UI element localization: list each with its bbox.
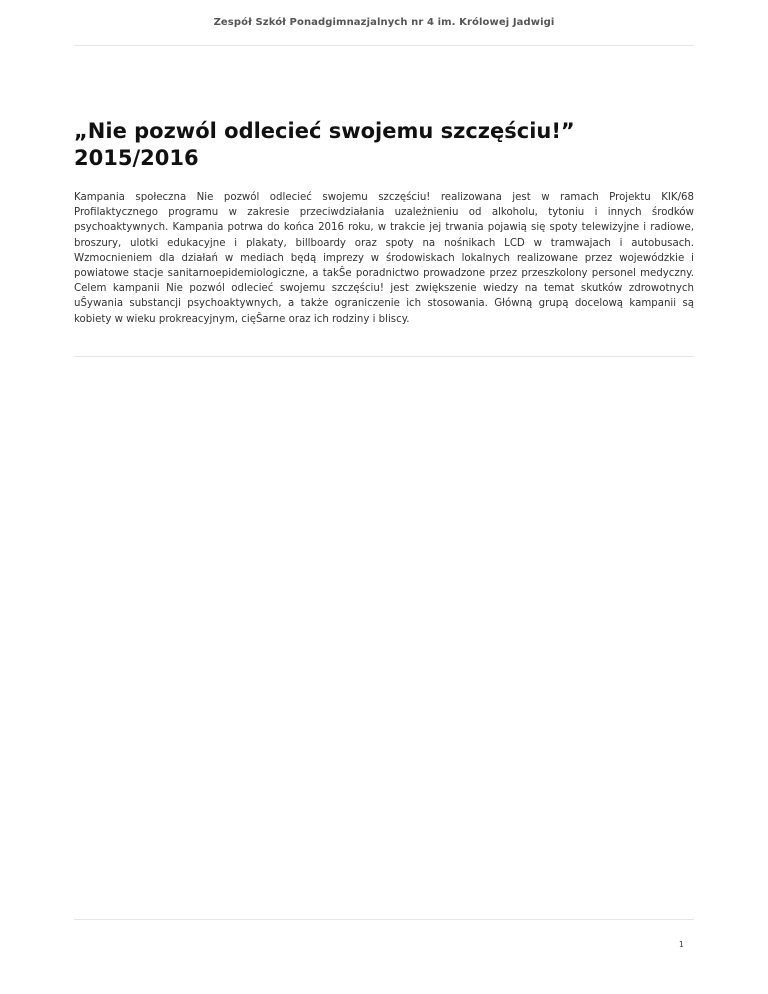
- article-body: Kampania społeczna Nie pozwól odlecieć swojemu szczęściu! realizowana jest w ramach Projektu KIK/68 Profilaktycznego programu w zakresie przeciwdziałania uzależnieniu od alkoholu, tytoniu i innych środków psychoaktywnych. Kampania potrwa do końca 2016 roku, w trakcie jej trwania pojawią się spoty telewizyjne i radiowe, broszury, ulotki edukacyjne i plakaty, billboardy oraz spoty na nośnikach LCD w tramwajach i autobusach. Wzmocnieniem dla działań w mediach będą imprezy w środowiskach lokalnych realizowane przez wojewódzkie i powiatowe stacje sanitarnoepidemiologiczne, a takŜe poradnictwo prowadzone przez przeszkolony personel medyczny. Celem kampanii Nie pozwól odlecieć swojemu szczęściu! jest zwiększenie wiedzy na temat skutków zdrowotnych uŜywania substancji psychoaktywnych, a także ograniczenie ich stosowania. Główną grupą docelową kampanii są kobiety w wieku prokreacyjnym, cięŜarne oraz ich rodziny i bliscy.: [74, 192, 694, 325]
- page-number: 1: [678, 940, 684, 949]
- article-title-line-2: 2015/2016: [74, 146, 199, 170]
- page-header: Zespół Szkół Ponadgimnazjalnych nr 4 im. Królowej Jadwigi: [213, 17, 555, 28]
- header-divider: [74, 45, 694, 46]
- footer-divider: [74, 919, 694, 920]
- article-title-line-1: „Nie pozwól odlecieć swojemu szczęściu!”: [74, 119, 575, 143]
- article-title: [74, 118, 694, 172]
- content-divider: [74, 356, 694, 357]
